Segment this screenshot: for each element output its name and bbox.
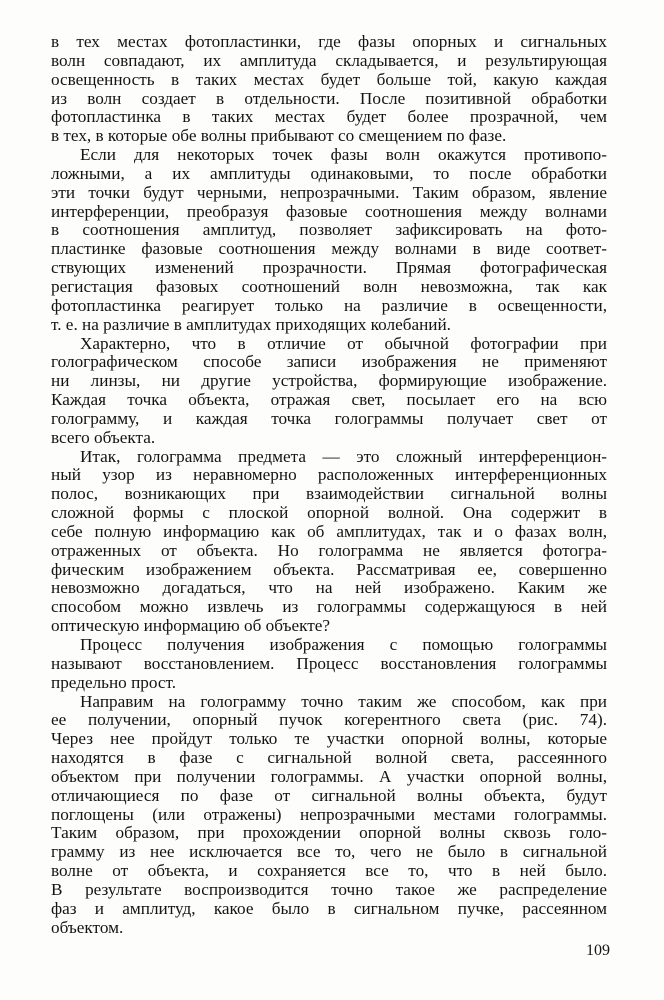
text-line: предельно прост. [51, 672, 177, 692]
text-line: Таким образом, при прохождении опорной волны сквозь голо- [51, 823, 607, 843]
text-line: в тех местах фотопластинки, где фазы опорных и сигнальных [51, 32, 607, 51]
paragraph-1 [51, 33, 607, 146]
paragraph-3 [51, 335, 607, 448]
text-line: Характерно, что в отличие от обычной фотографии при [80, 333, 607, 353]
text-line: фотопластинка в таких местах будет более прозрачной, чем [51, 107, 607, 127]
page-number: 109 [586, 942, 610, 959]
text-line: интерференции, преобразуя фазовые соотношения между волнами [51, 201, 607, 221]
text-line: ложными, а их амплитуды одинаковыми, то после обработки [51, 163, 607, 183]
text-line: себе полную информацию как об амплитудах, так и о фазах волн, [51, 521, 607, 541]
text-line: способом можно извлечь из голограммы содержащуюся в ней [51, 597, 607, 617]
text-line: грамму из нее исключается все то, чего не было в сигнальной [51, 842, 607, 862]
text-line: фотопластинка реагирует только на различие в освещенности, [51, 295, 607, 315]
text-line: поглощены (или отражены) непрозрачными местами голограммы. [51, 804, 607, 824]
paragraph-4 [51, 448, 607, 636]
text-line: т. е. на различие в амплитудах приходящих колебаний. [51, 314, 451, 334]
text-line: фическим изображением объекта. Рассматривая ее, совершенно [51, 559, 607, 579]
text-line: фаз и амплитуд, какое было в сигнальном пучке, рассеянном [51, 898, 607, 918]
text-line: голографическом способе записи изображения не применяют [51, 352, 607, 372]
text-line: Каждая точка объекта, отражая свет, посылает его на всю [51, 390, 607, 410]
paragraph-6 [51, 693, 607, 938]
text-line: Направим на голограмму точно таким же способом, как при [80, 691, 607, 711]
text-line: голограмму, и каждая точка голограммы получает свет от [51, 408, 607, 428]
text-line: в соотношения амплитуд, позволяет зафиксировать на фото- [51, 220, 607, 240]
paragraph-5 [51, 636, 607, 693]
text-line: волне от объекта, и сохраняется все то, что в ней было. [51, 861, 607, 881]
text-line: эти точки будут черными, непрозрачными. Таким образом, явление [51, 182, 607, 202]
text-line: освещенность в таких местах будет больше той, какую каждая [51, 69, 607, 89]
text-line: пластинке фазовые соотношения между волнами в виде соответ- [51, 239, 607, 259]
text-line: сложной формы с плоской опорной волной. Она содержит в [51, 503, 607, 523]
text-line: Через нее пройдут только те участки опорной волны, которые [51, 729, 607, 749]
text-line: ный узор из неравномерно расположенных интерференционных [51, 465, 607, 485]
text-line: Если для некоторых точек фазы волн окажутся противопо- [80, 145, 607, 165]
text-line: невозможно догадаться, что на ней изображено. Каким же [51, 578, 607, 598]
text-line: полос, возникающих при взаимодействии сигнальной волны [51, 484, 607, 504]
text-line: в тех, в которые обе волны прибывают со смещением по фазе. [51, 126, 507, 146]
text-line: В результате воспроизводится точно такое же распределение [51, 879, 607, 899]
text-line: регистация фазовых соотношений волн невозможна, так как [51, 276, 607, 296]
text-line: оптическую информацию об объекте? [51, 616, 331, 636]
text-line: объектом. [51, 917, 124, 937]
text-line: из волн создает в отдельности. После позитивной обработки [51, 88, 607, 108]
text-line: ствующих изменений прозрачности. Прямая фотографическая [51, 258, 607, 278]
text-line: всего объекта. [51, 427, 156, 447]
text-line: объектом при получении голограммы. А участки опорной волны, [51, 766, 607, 786]
text-line: находятся в фазе с сигнальной волной света, рассеянного [51, 748, 607, 768]
text-line: ее получении, опорный пучок когерентного света (рис. 74). [51, 710, 607, 730]
text-line: называют восстановлением. Процесс восстановления голограммы [51, 653, 607, 673]
text-line: ни линзы, ни другие устройства, формирующие изображение. [51, 371, 607, 391]
text-line: Итак, голограмма предмета — это сложный интерференцион- [80, 446, 607, 466]
text-line: Процесс получения изображения с помощью голограммы [80, 635, 607, 654]
text-line: отраженных от объекта. Но голограмма не является фотогра- [51, 540, 607, 560]
text-line: отличающиеся по фазе от сигнальной волны объекта, будут [51, 785, 607, 805]
paragraph-2 [51, 146, 607, 334]
text-line: волн совпадают, их амплитуда складывается, и результирующая [51, 50, 607, 70]
body-text [51, 33, 607, 938]
